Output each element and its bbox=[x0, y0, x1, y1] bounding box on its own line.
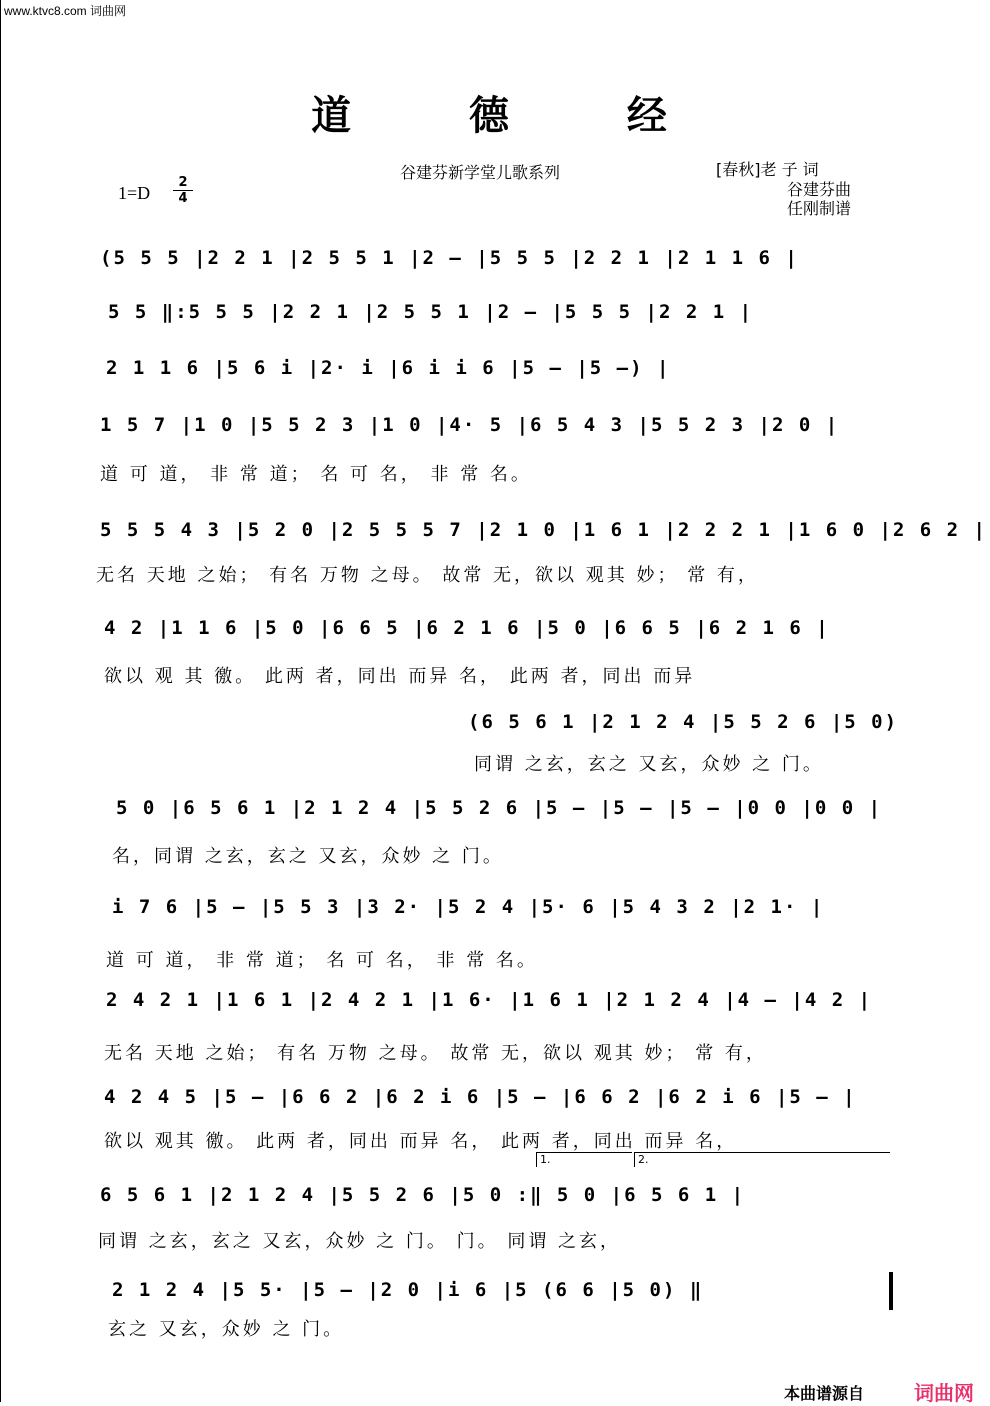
footer-brand-logo[interactable]: 词曲网 bbox=[914, 1383, 974, 1405]
song-title: 道 德 经 bbox=[311, 92, 719, 139]
lyric-row-4: 道 可 道， 非 常 道； 名 可 名， 非 常 名。 bbox=[100, 464, 532, 485]
notation-row-8: 5 0 |6 5 6 1 |2 1 2 4 |5 5 2 6 |5 – |5 – |5 – |0 0 |0 0 | bbox=[116, 797, 883, 819]
notation-row-4: 1 5 7 |1 0 |5 5 2 3 |1 0 |4· 5 |6 5 4 3 |5 5 2 3 |2 0 | bbox=[100, 414, 840, 436]
notation-row-13: 2 1 2 4 |5 5· |5 – |2 0 |i 6 |5 (6 6 |5 0) ‖ bbox=[112, 1279, 704, 1301]
lyricist-credit: [春秋]老 子 词 bbox=[716, 160, 819, 179]
composer-credit: 谷建芬曲 bbox=[787, 180, 852, 199]
notation-row-2: 5 5 ‖:5 5 5 |2 2 1 |2 5 5 1 |2 – |5 5 5 |2 2 1 | bbox=[108, 301, 754, 323]
second-ending-bracket bbox=[634, 1152, 890, 1167]
first-ending-label: 1. bbox=[540, 1153, 551, 1166]
lyric-row-13: 玄之 又玄，众妙 之 门。 bbox=[108, 1319, 345, 1340]
lyric-row-8: 名，同谓 之玄，玄之 又玄，众妙 之 门。 bbox=[112, 846, 504, 867]
lyric-row-9: 道 可 道， 非 常 道； 名 可 名， 非 常 名。 bbox=[106, 950, 538, 971]
first-ending-bracket bbox=[536, 1152, 632, 1167]
footer-source-label: 本曲谱源自 bbox=[783, 1386, 864, 1403]
lyric-row-6: 欲以 观 其 徼。 此两 者，同出 而异 名， 此两 者，同出 而异 bbox=[104, 666, 696, 687]
series-subtitle: 谷建芬新学堂儿歌系列 bbox=[400, 163, 561, 182]
notation-row-5: 5 5 5 4 3 |5 2 0 |2 5 5 5 7 |2 1 0 |1 6 1 |2 2 2 1 |1 6 0 |2 6 2 | bbox=[100, 519, 987, 541]
time-sig-top: 2 bbox=[178, 175, 188, 190]
final-barline bbox=[889, 1272, 893, 1310]
arranger-credit: 任刚制谱 bbox=[787, 199, 852, 218]
notation-row-11: 4 2 4 5 |5 – |6 6 2 |6 2 i 6 |5 – |6 6 2 |6 2 i 6 |5 – | bbox=[104, 1086, 857, 1108]
notation-row-12: 6 5 6 1 |2 1 2 4 |5 5 2 6 |5 0 :‖ 5 0 |6 5 6 1 | bbox=[100, 1184, 746, 1206]
notation-row-9: i 7 6 |5 – |5 5 3 |3 2· |5 2 4 |5· 6 |5 4 3 2 |2 1· | bbox=[112, 896, 825, 918]
lyric-row-12: 同谓 之玄，玄之 又玄，众妙 之 门。 门。 同谓 之玄， bbox=[98, 1231, 622, 1252]
notation-row-3: 2 1 1 6 |5 6 i |2· i |6 i i 6 |5 – |5 –) | bbox=[106, 357, 671, 379]
key-signature: 1=D bbox=[118, 183, 151, 203]
time-signature bbox=[173, 176, 193, 205]
second-ending-label: 2. bbox=[638, 1153, 649, 1166]
site-watermark[interactable]: www.ktvc8.com 词曲网 bbox=[4, 4, 127, 18]
lyric-row-5: 无名 天地 之始； 有名 万物 之母。 故常 无，欲以 观其 妙； 常 有， bbox=[96, 565, 759, 586]
lyric-row-10: 无名 天地 之始； 有名 万物 之母。 故常 无，欲以 观其 妙； 常 有， bbox=[104, 1043, 767, 1064]
notation-row-7: (6 5 6 1 |2 1 2 4 |5 5 2 6 |5 0) bbox=[468, 711, 899, 733]
notation-row-1: (5 5 5 |2 2 1 |2 5 5 1 |2 – |5 5 5 |2 2 1 |2 1 1 6 | bbox=[100, 247, 799, 269]
notation-row-6: 4 2 |1 1 6 |5 0 |6 6 5 |6 2 1 6 |5 0 |6 6 5 |6 2 1 6 | bbox=[104, 617, 830, 639]
time-sig-bottom: 4 bbox=[178, 191, 188, 206]
lyric-row-11: 欲以 观其 徼。 此两 者，同出 而异 名， 此两 者，同出 而异 名， bbox=[104, 1131, 738, 1152]
lyric-row-7: 同谓 之玄，玄之 又玄，众妙 之 门。 bbox=[474, 754, 824, 775]
notation-row-10: 2 4 2 1 |1 6 1 |2 4 2 1 |1 6· |1 6 1 |2 1 2 4 |4 – |4 2 | bbox=[106, 989, 873, 1011]
